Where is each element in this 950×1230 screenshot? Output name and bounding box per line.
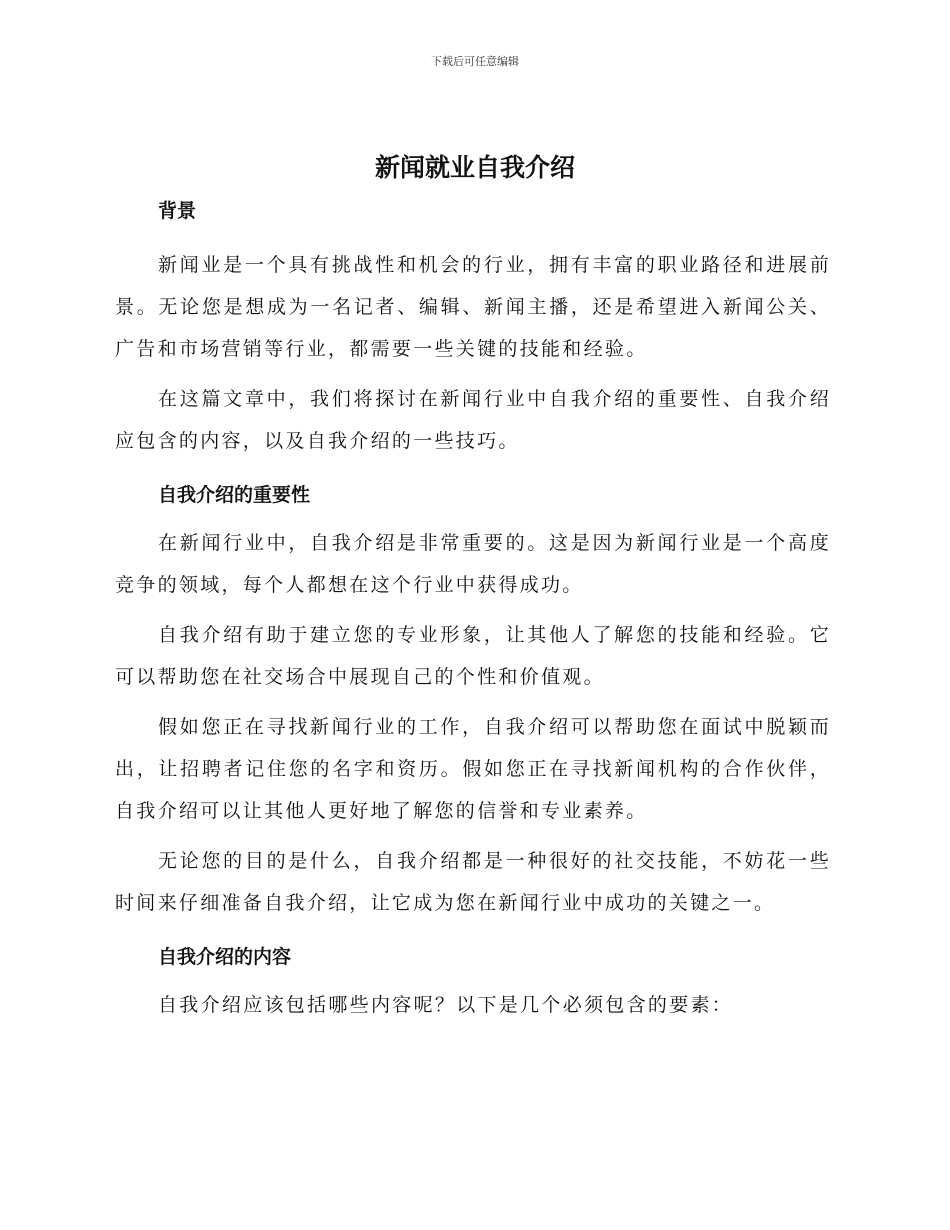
paragraph: 假如您正在寻找新闻行业的工作，自我介绍可以帮助您在面试中脱颖而出，让招聘者记住您的名字和资历。假如您正在寻找新闻机构的合作伙伴，自我介绍可以让其他人更好地了解您的信誉和专业素养。: [115, 716, 831, 822]
document-title: 新闻就业自我介绍: [374, 153, 575, 182]
section-heading-importance: 自我介绍的重要性: [158, 484, 311, 506]
paragraph: 无论您的目的是什么，自我介绍都是一种很好的社交技能，不妨花一些时间来仔细准备自我介绍，让它成为您在新闻行业中成功的关键之一。: [115, 850, 831, 914]
section-heading-content: 自我介绍的内容: [158, 946, 292, 968]
document-body: [115, 196, 831, 1026]
page-header-note: 下载后可任意编辑: [431, 55, 519, 68]
paragraph: 在新闻行业中，自我介绍是非常重要的。这是因为新闻行业是一个高度竞争的领域，每个人都想在这个行业中获得成功。: [115, 532, 831, 596]
paragraph: 在这篇文章中，我们将探讨在新闻行业中自我介绍的重要性、自我介绍应包含的内容，以及自我介绍的一些技巧。: [115, 388, 831, 452]
section-heading-background: 背景: [158, 200, 197, 222]
paragraph: 新闻业是一个具有挑战性和机会的行业，拥有丰富的职业路径和进展前景。无论您是想成为一名记者、编辑、新闻主播，还是希望进入新闻公关、广告和市场营销等行业，都需要一些关键的技能和经验。: [115, 254, 831, 360]
paragraph: 自我介绍有助于建立您的专业形象，让其他人了解您的技能和经验。它可以帮助您在社交场合中展现自己的个性和价值观。: [115, 624, 831, 688]
paragraph: 自我介绍应该包括哪些内容呢？以下是几个必须包含的要素：: [158, 994, 734, 1016]
